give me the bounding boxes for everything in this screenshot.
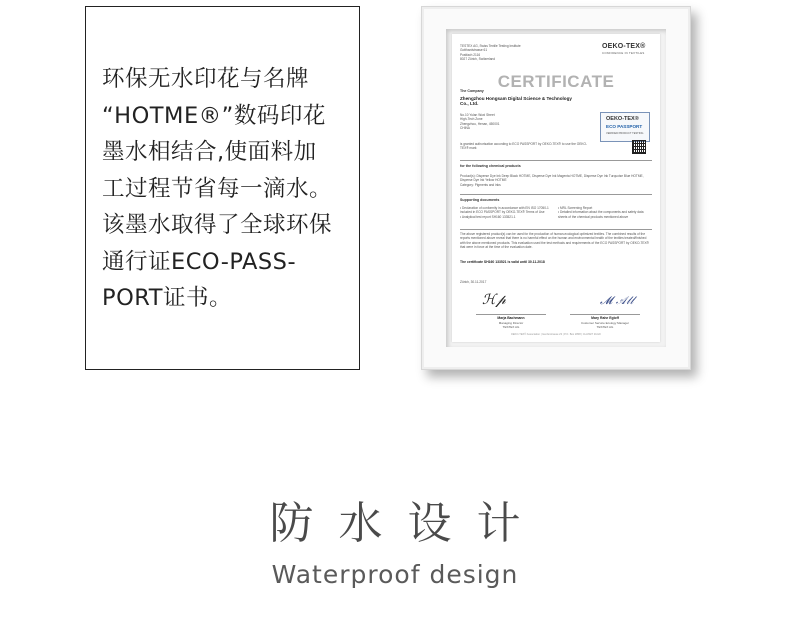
qr-code-icon — [632, 140, 646, 154]
section-title-cn: 防水设计 — [269, 498, 546, 549]
company-name: Zhengzhou Hongsam Digital Science & Technology Co., Ltd. — [460, 96, 574, 107]
certificate-document — [452, 34, 660, 342]
divider — [460, 160, 652, 161]
section-title-en: Waterproof design — [271, 560, 519, 589]
oeko-tex-tagline: CONFIDENCE IN TEXTILES — [602, 51, 645, 55]
eco-passport-badge — [600, 112, 650, 142]
badge-title: ECO PASSPORT — [606, 124, 643, 129]
badge-brand: OEKO-TEX® — [606, 116, 639, 122]
signature-line — [570, 314, 640, 315]
company-label: The Company — [460, 89, 484, 93]
frame-mat — [446, 29, 666, 347]
divider — [460, 194, 652, 195]
signature-line — [476, 314, 546, 315]
certificate-footer: OEKO-TEX® Association | Genferstrasse 23 | P.O. Box 2808 | CH-8027 Zürich — [510, 333, 602, 336]
signature-1: ℋ𝓅 — [482, 292, 506, 308]
supporting-docs-right: • MRL Screening Report • Detailed information about the components and safety data sheets of the chemical products mentioned above — [558, 206, 644, 219]
conformity-text: The above registered product(s) can be used for the production of human-ecological optimized textiles. The combined results of the reports mentioned above reveal that there is no harmful effect on the human and environmental health of the textiles treated/finished with the above mentioned products. This evaluation used the test methods and requirements of the ECO PASSPORT by OEKO-TEX® that were in force at the time of the evaluation date. — [460, 232, 650, 250]
products-text: Product(s): Disperse Dye Ink Deep Black HOTME, Disperse Dye Ink Magenta HOTME, Disperse Dye Ink Turquoise Blue HOTME, Disperse Dye Ink Yellow HOTME Category: Pigments and inks — [460, 174, 644, 187]
products-label: for the following chemical products — [460, 164, 521, 168]
supporting-docs-left: • Declaration of conformity in accordance with EN ISO 17050-1 included in ECO PASSPORT by OEKO-TEX® Terms of Use • Analytical test report SH160 133521.1 — [460, 206, 549, 219]
signature-2: 𝓜 𝒜𝓁𝓁 — [600, 294, 634, 307]
signer-1-name: Marja Bachmann — [497, 316, 525, 320]
description-box — [85, 6, 360, 370]
certificate-frame — [421, 6, 691, 370]
divider — [460, 229, 652, 230]
signer-1-role: Managing Director TESTEX AG — [498, 321, 524, 329]
granted-text: is granted authorisation according to ECO PASSPORT by OEKO-TEX® to use the OEKO-TEX® mark — [460, 142, 588, 151]
description-text: 环保无水印花与名牌 “HOTME®”数码印花 墨水相结合,使面料加 工过程节省每一滴水。 该墨水取得了全球环保 通行证ECO-PASS- PORT证书。 — [102, 66, 333, 311]
signer-2-role: Customer Service Ecology Manager TESTEX AG — [580, 321, 630, 329]
badge-subtitle: VERIFIED PRODUCT TESTING — [606, 132, 644, 135]
signer-2-name: Mary Rahe Egloff — [591, 316, 619, 320]
company-address: No.10 Yulan Wuxi Street High-Tech Zone Zhengzhou, Henan, 450001 CHINA — [460, 113, 500, 131]
oeko-tex-logo: OEKO-TEX® — [602, 43, 646, 50]
validity-statement: The certificate SH160 133521 is valid until 30.11.2018 — [460, 260, 545, 264]
issuer-address: TESTEX AG, Swiss Textile Testing Institute Gotthardstrasse 61 Postfach 2116 8027 Zürich, Switzerland — [460, 44, 521, 62]
supporting-label: Supporting documents — [460, 198, 500, 202]
place-date: Zürich, 30.11.2017 — [460, 280, 487, 284]
certificate-title: CERTIFICATE — [497, 72, 615, 91]
